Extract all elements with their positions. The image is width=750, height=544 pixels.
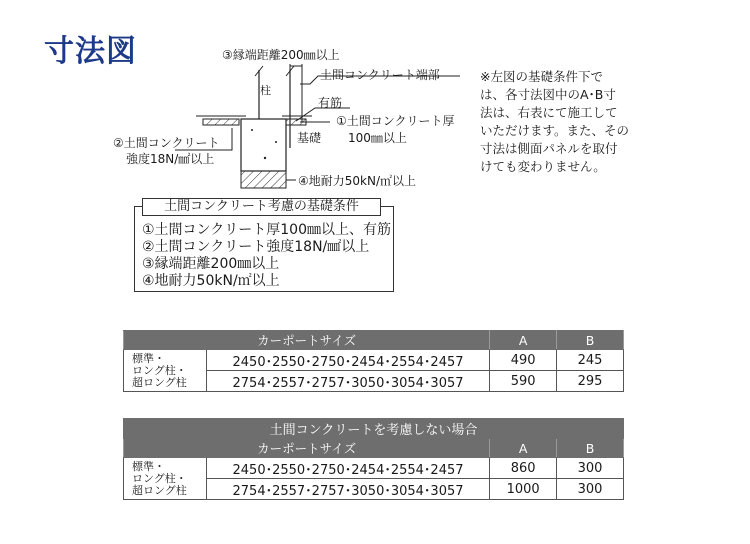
table-header-row <box>124 331 624 350</box>
b-cell: 245 <box>557 350 624 371</box>
size-cell: 2450･2550･2750･2454･2554･2457 <box>206 350 489 371</box>
condition-item: ③縁端距離200㎜以上 <box>142 256 280 272</box>
table-caption: 土間コンクリートを考慮しない場合 <box>124 419 624 439</box>
header-a: A <box>490 439 557 458</box>
category-cell: 標準・ ロング柱・ 超ロング柱 <box>124 458 207 500</box>
a-cell: 1000 <box>490 479 557 500</box>
table-header-row <box>124 439 624 458</box>
size-table-with-concrete <box>123 330 624 392</box>
foundation-block <box>241 119 286 188</box>
concrete-edge-label: 土間コンクリート端部 <box>320 68 440 82</box>
b-cell: 295 <box>557 371 624 392</box>
condition-item: ①土間コンクリート厚100㎜以上、有筋 <box>142 222 391 238</box>
header-size: カーポートサイズ <box>124 439 490 458</box>
a-cell: 590 <box>490 371 557 392</box>
size-cell: 2754･2557･2757･3050･3054･3057 <box>206 371 489 392</box>
size-table-without-concrete <box>123 418 624 500</box>
note-text: ※左図の基礎条件下で は、各寸法図中のA･B寸 法は、右表にて施工して いただけます。また、その 寸法は側面パネルを取付 けても変わりません。 <box>480 69 630 174</box>
size-cell: 2450･2550･2750･2454･2554･2457 <box>206 458 489 479</box>
thickness-label-1: ①土間コンクリート厚 <box>336 114 455 128</box>
thickness-label-2: 100㎜以上 <box>348 131 407 145</box>
bearing-label: ④地耐力50kN/㎡以上 <box>298 174 416 188</box>
header-b: B <box>557 331 624 350</box>
strength-label-2: 強度18N/㎟以上 <box>126 152 215 166</box>
foundation-label: 基礎 <box>297 131 322 145</box>
conditions-list <box>142 222 391 290</box>
condition-item: ②土間コンクリート強度18N/㎟以上 <box>142 239 370 255</box>
condition-item: ④地耐力50kN/㎡以上 <box>142 273 280 289</box>
table-row <box>124 350 624 371</box>
b-cell: 300 <box>557 458 624 479</box>
rebar-label: 有筋 <box>318 96 343 110</box>
edge-distance-dimension <box>290 64 302 122</box>
strength-label-1: ②土間コンクリート <box>113 136 220 150</box>
page-title: 寸法図 <box>44 34 137 69</box>
size-cell: 2754･2557･2757･3050･3054･3057 <box>206 479 489 500</box>
header-b: B <box>557 439 624 458</box>
pillar-label: 柱 <box>260 84 271 97</box>
table-caption-row <box>124 419 624 439</box>
header-size: カーポートサイズ <box>124 331 490 350</box>
category-cell: 標準・ ロング柱・ 超ロング柱 <box>124 350 207 392</box>
a-cell: 490 <box>490 350 557 371</box>
leader-lines <box>175 76 460 180</box>
conditions-title: 土間コンクリート考慮の基礎条件 <box>142 198 381 216</box>
a-cell: 860 <box>490 458 557 479</box>
header-a: A <box>490 331 557 350</box>
edge-distance-label: ③縁端距離200㎜以上 <box>222 48 340 62</box>
table-row <box>124 458 624 479</box>
b-cell: 300 <box>557 479 624 500</box>
